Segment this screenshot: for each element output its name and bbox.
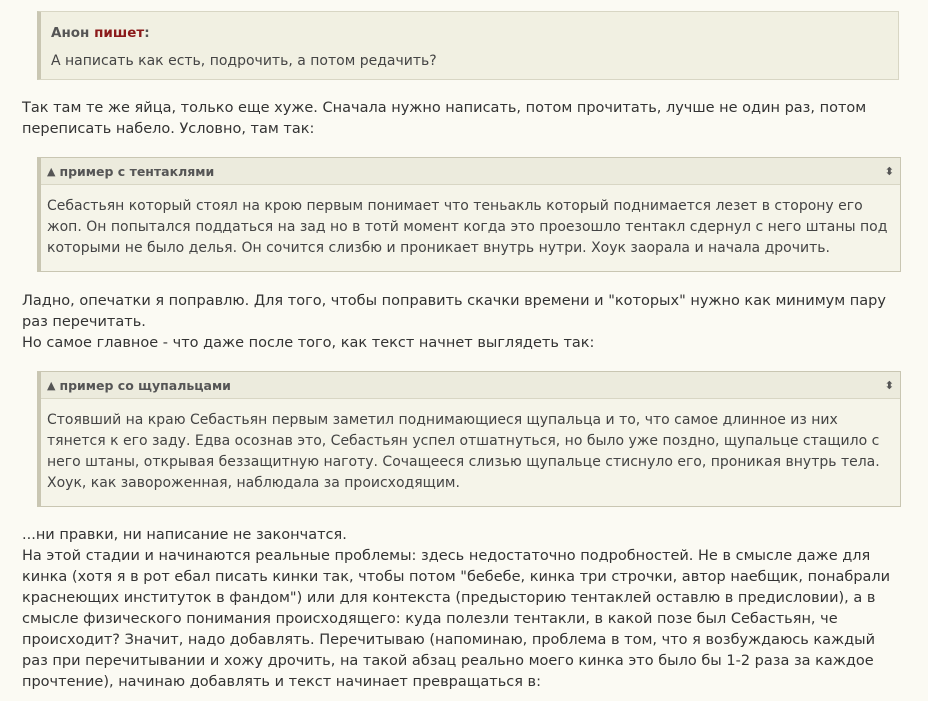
- spoiler-tentacles-header[interactable]: [41, 158, 900, 185]
- spoiler-tentacles-revised: [37, 371, 901, 507]
- spoiler-tentacles-body: Себастьян который стоял на крою первым понимает что теньакль который поднимается лезет в сторону его жоп. Он попытался поддаться на зад но в тотй момент когда это проезошло тентакл сдернул с него штаны под которыми не было делья. Он сочится слизбю и проникает внутрь нутри. Хоук заорала и начала дрочить.: [47, 198, 888, 256]
- quote-writes-label: пишет: [94, 25, 145, 41]
- spoiler-tentacles-title-wrap: [47, 164, 214, 179]
- quote-colon: :: [144, 25, 150, 41]
- spoiler-revised-body: Стоявший на краю Себастьян первым заметил поднимающиеся щупальца и то, что самое длинное из них тянется к его заду. Едва осознав это, Себастьян успел отшатнуться, но было уже поздно, щупальце стащило с него штаны, открывая беззащитную наготу. Сочащееся слизью щупальце стиснуло его, проникая внутрь тела. Хоук, как завороженная, наблюдала за происходящим.: [47, 412, 880, 491]
- collapse-triangle-icon: ▲: [47, 164, 56, 178]
- quote-text: А написать как есть, подрочить, а потом редачить?: [51, 53, 437, 69]
- post-paragraph-1: Так там те же яйца, только еще хуже. Сначала нужно написать, потом прочитать, лучше не один раз, потом переписать набело. Условно, там так:: [22, 100, 867, 137]
- spoiler-tentacles-title: пример с тентаклями: [59, 163, 215, 179]
- spoiler-tentacles: [37, 157, 901, 272]
- spoiler-revised-header[interactable]: [41, 372, 900, 399]
- resize-arrows-icon[interactable]: ⬍: [884, 164, 894, 178]
- post-paragraph-2: Ладно, опечатки я поправлю. Для того, чтобы поправить скачки времени и "которых" нужно как минимум пару раз перечитать.: [22, 293, 886, 330]
- quote-block: [37, 11, 899, 80]
- resize-arrows-icon[interactable]: ⬍: [884, 378, 894, 392]
- spoiler-revised-title-wrap: [47, 378, 231, 393]
- collapse-triangle-icon: ▲: [47, 378, 56, 392]
- quote-author-name[interactable]: Анон: [51, 25, 90, 41]
- post-paragraph-5: На этой стадии и начинаются реальные проблемы: здесь недостаточно подробностей. Не в смысле даже для кинка (хотя я в рот ебал писать кинки так, чтобы потом "бебебе, кинка три строчки, автор наебщик, понабрали краснеющих институток в фандом") или для контекста (предысторию тентаклей оставлю в предисловии), а в смысле физического понимания происходящего: куда полезли тентакли, в какой позе был Себастьян, че происходит? Значит, надо добавлять. Перечитываю (напоминаю, проблема в том, что я возбуждаюсь каждый раз при перечитывании и хожу дрочить, на такой абзац реально моего кинка это было бы 1-2 раза за каждое прочтение), начинаю добавлять и текст начинает превращаться в:: [22, 548, 891, 690]
- post-paragraph-4: ...ни правки, ни написание не закончатся.: [22, 527, 347, 543]
- spoiler-revised-title: пример со щупальцами: [59, 377, 231, 393]
- quote-author-line: [51, 25, 898, 41]
- post-paragraph-3: Но самое главное - что даже после того, как текст начнет выглядеть так:: [22, 335, 595, 351]
